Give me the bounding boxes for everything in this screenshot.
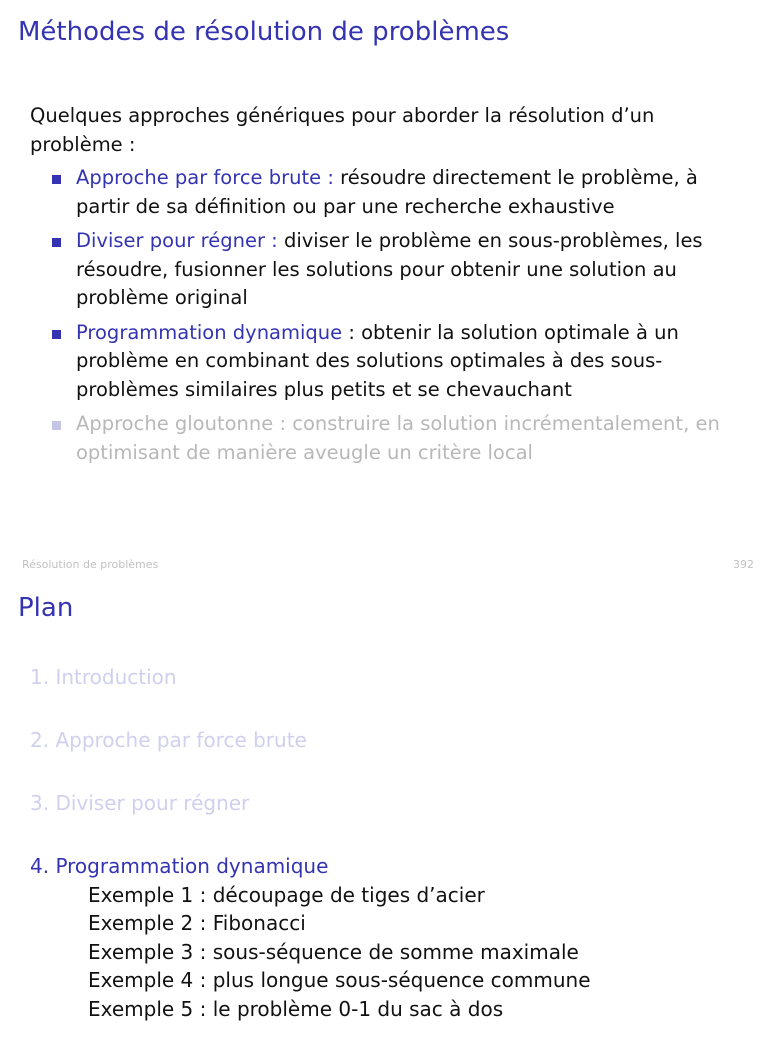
toc-subsection-list	[30, 881, 750, 1024]
approach-term: Approche gloutonne :	[76, 412, 287, 435]
list-item	[52, 410, 752, 467]
square-bullet-icon	[52, 175, 61, 184]
toc-section[interactable]	[30, 726, 750, 755]
slide-title: Plan	[18, 593, 74, 623]
toc-subsection[interactable]: Exemple 3 : sous-séquence de somme maximale	[88, 939, 579, 964]
list-item	[52, 164, 752, 221]
toc-subsection[interactable]: Exemple 5 : le problème 0-1 du sac à dos	[88, 996, 504, 1021]
toc-section[interactable]	[30, 789, 750, 818]
toc-section-label: 2. Approche par force brute	[30, 728, 307, 752]
approach-term: Diviser pour régner :	[76, 229, 278, 252]
approach-term: Programmation dynamique	[76, 320, 343, 344]
toc-subsection[interactable]: Exemple 2 : Fibonacci	[88, 911, 306, 935]
toc-section[interactable]	[30, 663, 750, 692]
approach-description: construire la solution incrémentalement, en optimisant de manière aveugle un critère local	[76, 412, 720, 464]
toc-subsection[interactable]: Exemple 4 : plus longue sous-séquence commune	[88, 968, 591, 992]
square-bullet-icon	[52, 330, 61, 339]
toc-subsection[interactable]: Exemple 1 : découpage de tiges d’acier	[88, 882, 485, 907]
approach-description: résoudre directement le problème, à partir de sa définition ou par une recherche exhaustive	[76, 166, 698, 218]
toc-section-label: 1. Introduction	[30, 665, 177, 689]
approach-term: Approche par force brute :	[76, 166, 334, 189]
approaches-list	[52, 164, 752, 473]
slide-title: Méthodes de résolution de problèmes	[18, 17, 510, 47]
table-of-contents	[30, 663, 750, 1058]
footer-section-title: Résolution de problèmes	[22, 558, 159, 571]
toc-section-label: 4. Programmation dynamique	[30, 854, 329, 878]
intro-text: Quelques approches génériques pour aborder la résolution d’un problème :	[30, 104, 655, 156]
approach-description: diviser le problème en sous-problèmes, les résoudre, fusionner les solutions pour obtenir une solution au problème original	[76, 229, 703, 309]
approach-description: : obtenir la solution optimale à un problème en combinant des solutions optimales à des sous-problèmes similaires plus petits et se chevauchant	[76, 320, 679, 401]
page-number: 392	[733, 558, 754, 571]
square-bullet-icon	[52, 421, 61, 430]
square-bullet-icon	[52, 238, 61, 247]
toc-section-label: 3. Diviser pour régner	[30, 791, 250, 815]
slide-plan	[0, 578, 768, 1024]
list-item	[52, 227, 752, 313]
list-item	[52, 319, 752, 405]
toc-section-current[interactable]	[30, 852, 750, 1023]
